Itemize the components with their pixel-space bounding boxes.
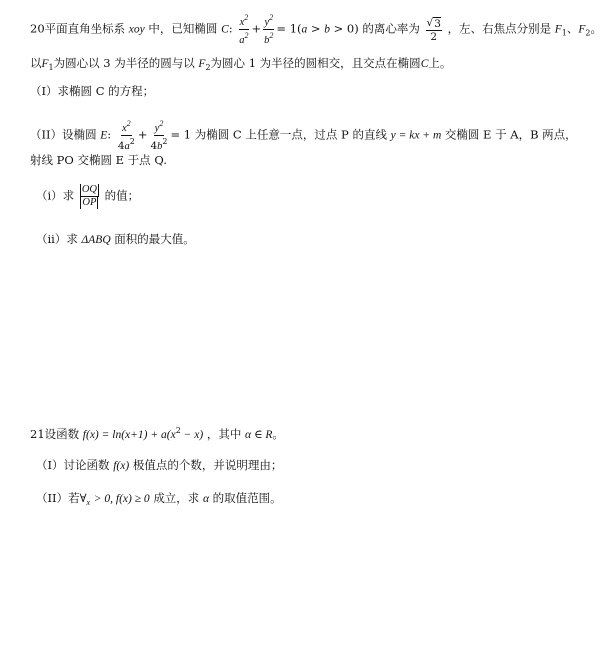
eccentricity-fraction: √ 3 2: [426, 16, 441, 43]
q20-part2-cont: 射线 PO 交椭圆 E 于点 Q.: [30, 153, 167, 167]
q20-line2: 以$F_1$为圆心以 3 为半径的圆与以 $F_2$为圆心 1 为半径的圆相交，且交点在椭圆C上。: [30, 56, 452, 72]
y2-over-b2: $\frac{y^2}{b^2}$: [264, 13, 274, 46]
q20-sub-ii: （ii）求 ΔABQ 面积的最大值。: [36, 232, 195, 246]
q21-part1: （I）讨论函数 f(x) 极值点的个数，并说明理由；: [36, 458, 283, 472]
x2-over-a2: $\frac{x^2}{a^2}$: [239, 13, 249, 46]
q21-part2: （II）若$\forall_x > 0$, f(x) ≥ 0 成立，求 α 的取值范围。: [36, 491, 282, 507]
q20-part2: （II）设椭圆 E: $\frac{x^2}{4a^2}$ + $\frac{y^2}{4b^2}$ = 1 为椭圆 C 上任意一点，过点 P 的直线 y = kx + m 交椭圆 E 于 A，B 两点，: [30, 119, 577, 152]
q20-part1: （I）求椭圆 C 的方程；: [30, 84, 155, 98]
oq-over-op: $\frac{OQ}{OP}$: [81, 184, 98, 208]
q20-sub-i: （i）求 $\frac{OQ}{OP}$ 的值；: [36, 184, 140, 208]
q20-line1: 20平面直角坐标系 xoy 中，已知椭圆 C: $\frac{x^2}{a^2}$ + $\frac{y^2}{b^2}$ = 1(a > b > 0) 的离心率为 √ 3 2 ，左、右焦点分别是 $F_1$、$F_2$。: [30, 13, 602, 46]
x2-over-4a2: $\frac{x^2}{4a^2}$: [117, 119, 135, 152]
q21-line1: 21设函数 $f(x) = \ln(x+1) + a(x^2 - x)$ ，其中 α ∈ R。: [30, 426, 284, 441]
y2-over-4b2: $\frac{y^2}{4b^2}$: [150, 119, 168, 152]
